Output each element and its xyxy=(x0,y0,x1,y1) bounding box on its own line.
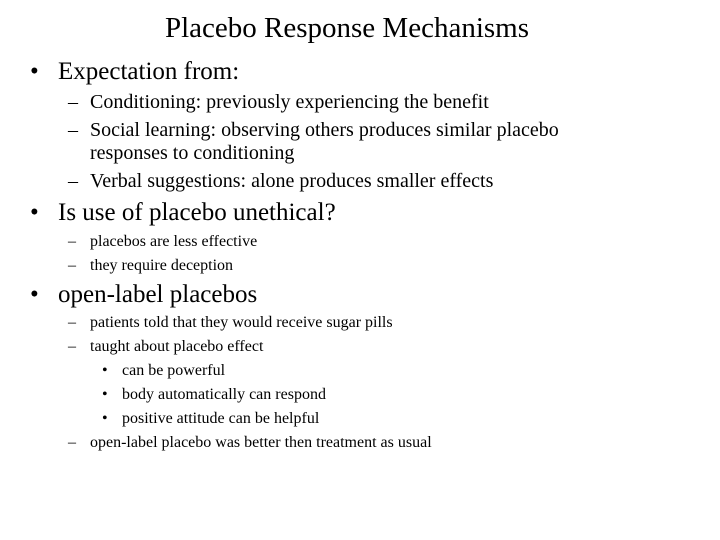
sub-sub-item-text: body automatically can respond xyxy=(122,386,326,403)
bullet-text: Is use of placebo unethical? xyxy=(58,199,336,226)
bullet-open-label xyxy=(30,280,257,310)
sub-item-better-treatment xyxy=(68,433,432,453)
dash-marker: – xyxy=(68,233,76,250)
dash-marker: – xyxy=(68,170,78,192)
sub-item-text: patients told that they would receive sugar pills xyxy=(90,314,393,331)
sub-item-social-learning xyxy=(68,118,559,142)
slide-title: Placebo Response Mechanisms xyxy=(164,12,530,44)
sub-sub-item-attitude xyxy=(102,409,319,429)
sub-item-social-learning-continued xyxy=(90,141,294,165)
dash-marker: – xyxy=(68,257,76,274)
bullet-marker: • xyxy=(30,281,39,308)
sub-sub-item-respond xyxy=(102,385,326,405)
sub-item-less-effective xyxy=(68,232,257,252)
sub-sub-item-text: positive attitude can be helpful xyxy=(122,410,320,427)
sub-item-sugar-pills xyxy=(68,313,393,333)
bullet-marker: • xyxy=(102,362,108,379)
sub-item-conditioning xyxy=(68,90,489,114)
bullet-unethical xyxy=(30,198,336,228)
dash-marker: – xyxy=(68,314,76,331)
sub-item-text: open-label placebo was better then treatment as usual xyxy=(90,434,432,451)
dash-marker: – xyxy=(68,91,78,113)
bullet-text: open-label placebos xyxy=(58,281,258,308)
sub-item-text: Verbal suggestions: alone produces smaller effects xyxy=(90,170,494,192)
sub-item-text: Conditioning: previously experiencing the benefit xyxy=(90,91,489,113)
sub-sub-item-text: can be powerful xyxy=(122,362,226,379)
bullet-marker: • xyxy=(30,199,39,226)
dash-marker: – xyxy=(68,434,76,451)
sub-item-text: placebos are less effective xyxy=(90,233,258,250)
sub-item-text: they require deception xyxy=(90,257,234,274)
sub-item-text: Social learning: observing others produces similar placebo xyxy=(90,119,559,141)
sub-item-text: responses to conditioning xyxy=(90,142,295,164)
sub-item-verbal-suggestions xyxy=(68,169,493,193)
sub-sub-item-powerful xyxy=(102,361,225,381)
bullet-text: Expectation from: xyxy=(58,58,240,85)
bullet-marker: • xyxy=(102,386,108,403)
sub-item-text: taught about placebo effect xyxy=(90,338,264,355)
dash-marker: – xyxy=(68,119,78,141)
bullet-marker: • xyxy=(30,58,39,85)
dash-marker: – xyxy=(68,338,76,355)
sub-item-taught-placebo xyxy=(68,337,263,357)
bullet-marker: • xyxy=(102,410,108,427)
sub-item-deception xyxy=(68,256,233,276)
bullet-expectation xyxy=(30,57,239,87)
